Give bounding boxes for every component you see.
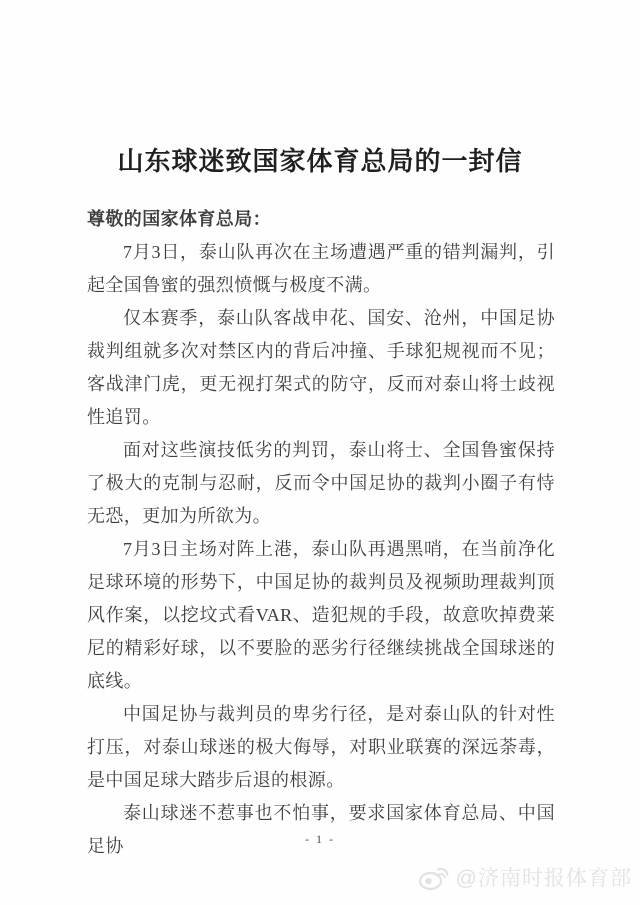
letter-paragraph: 面对这些演技低劣的判罚，泰山将士、全国鲁蜜保持了极大的克制与忍耐，反而令中国足协的裁判小圈子有恃无恐，更加为所欲为。 [87, 440, 555, 526]
watermark [418, 862, 632, 892]
letter-paragraph: 7月3日主场对阵上港，泰山队再遇黑哨，在当前净化足球环境的形势下，中国足协的裁判员及视频助理裁判顶风作案，以挖坟式看VAR、造犯规的手段，故意吹掉费莱尼的精彩好球，以不要脸的恶劣行径继续挑战全国球迷的底线。 [87, 539, 555, 691]
letter-title: 山东球迷致国家体育总局的一封信 [117, 147, 523, 177]
letter-paragraph: 7月3日，泰山队再次在主场遭遇严重的错判漏判，引起全国鲁蜜的强烈愤慨与极度不满。 [87, 242, 555, 295]
page-number: - 1 - [305, 832, 335, 846]
letter-paragraph: 中国足协与裁判员的卑劣行径，是对泰山队的针对性打压，对泰山球迷的极大侮辱，对职业联赛的深远荼毒，是中国足球大踏步后退的根源。 [87, 704, 555, 790]
salutation: 尊敬的国家体育总局： [87, 209, 271, 229]
weibo-icon [418, 864, 451, 891]
letter-paragraph: 泰山球迷不惹事也不怕事，要求国家体育总局、中国足协 [87, 803, 555, 856]
watermark-handle: @济南时报体育部 [455, 867, 632, 890]
letter-body [87, 203, 555, 863]
letter-paragraph: 仅本赛季，泰山队客战申花、国安、沧州，中国足协裁判组就多次对禁区内的背后冲撞、手球犯规视而不见；客战津门虎，更无视打架式的防守，反而对泰山将士歧视性追罚。 [87, 308, 555, 427]
